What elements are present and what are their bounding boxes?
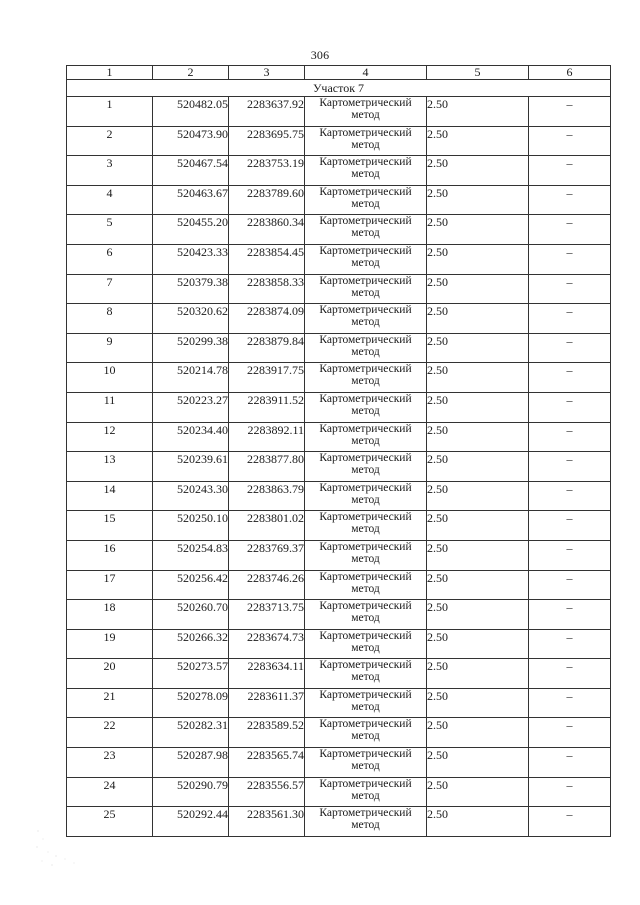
- method-cell: Картометрический метод: [305, 600, 427, 630]
- header-row: [67, 66, 611, 80]
- note-cell: –: [529, 659, 611, 689]
- point-number-cell: 15: [67, 511, 153, 541]
- note-cell: –: [529, 807, 611, 837]
- x-coordinate-cell: 520239.61: [153, 452, 229, 482]
- section-row: [67, 80, 611, 97]
- accuracy-cell: 2.50: [427, 540, 529, 570]
- x-coordinate-cell: 520467.54: [153, 156, 229, 186]
- method-cell: Картометрический метод: [305, 807, 427, 837]
- x-coordinate-cell: 520282.31: [153, 718, 229, 748]
- method-cell: Картометрический метод: [305, 185, 427, 215]
- note-cell: –: [529, 629, 611, 659]
- note-cell: –: [529, 244, 611, 274]
- x-coordinate-cell: 520473.90: [153, 126, 229, 156]
- point-number-cell: 10: [67, 363, 153, 393]
- y-coordinate-cell: 2283789.60: [229, 185, 305, 215]
- table-row: [67, 392, 611, 422]
- accuracy-cell: 2.50: [427, 748, 529, 778]
- point-number-cell: 22: [67, 718, 153, 748]
- method-cell: Картометрический метод: [305, 570, 427, 600]
- table-row: [67, 185, 611, 215]
- accuracy-cell: 2.50: [427, 777, 529, 807]
- accuracy-cell: 2.50: [427, 629, 529, 659]
- col-header-3: 3: [229, 66, 305, 80]
- note-cell: –: [529, 363, 611, 393]
- y-coordinate-cell: 2283874.09: [229, 304, 305, 334]
- table-row: [67, 659, 611, 689]
- y-coordinate-cell: 2283858.33: [229, 274, 305, 304]
- point-number-cell: 4: [67, 185, 153, 215]
- note-cell: –: [529, 97, 611, 127]
- note-cell: –: [529, 452, 611, 482]
- table-row: [67, 570, 611, 600]
- point-number-cell: 24: [67, 777, 153, 807]
- table-row: [67, 777, 611, 807]
- table-row: [67, 97, 611, 127]
- x-coordinate-cell: 520256.42: [153, 570, 229, 600]
- x-coordinate-cell: 520223.27: [153, 392, 229, 422]
- accuracy-cell: 2.50: [427, 156, 529, 186]
- accuracy-cell: 2.50: [427, 600, 529, 630]
- scan-noise: [34, 825, 94, 870]
- accuracy-cell: 2.50: [427, 570, 529, 600]
- accuracy-cell: 2.50: [427, 659, 529, 689]
- x-coordinate-cell: 520455.20: [153, 215, 229, 245]
- point-number-cell: 3: [67, 156, 153, 186]
- table-row: [67, 511, 611, 541]
- method-cell: Картометрический метод: [305, 363, 427, 393]
- note-cell: –: [529, 600, 611, 630]
- table-row: [67, 807, 611, 837]
- note-cell: –: [529, 215, 611, 245]
- note-cell: –: [529, 392, 611, 422]
- x-coordinate-cell: 520423.33: [153, 244, 229, 274]
- y-coordinate-cell: 2283713.75: [229, 600, 305, 630]
- method-cell: Картометрический метод: [305, 481, 427, 511]
- y-coordinate-cell: 2283892.11: [229, 422, 305, 452]
- accuracy-cell: 2.50: [427, 807, 529, 837]
- table-row: [67, 274, 611, 304]
- x-coordinate-cell: 520260.70: [153, 600, 229, 630]
- accuracy-cell: 2.50: [427, 215, 529, 245]
- x-coordinate-cell: 520250.10: [153, 511, 229, 541]
- x-coordinate-cell: 520273.57: [153, 659, 229, 689]
- point-number-cell: 7: [67, 274, 153, 304]
- x-coordinate-cell: 520299.38: [153, 333, 229, 363]
- note-cell: –: [529, 481, 611, 511]
- x-coordinate-cell: 520379.38: [153, 274, 229, 304]
- method-cell: Картометрический метод: [305, 777, 427, 807]
- x-coordinate-cell: 520243.30: [153, 481, 229, 511]
- x-coordinate-cell: 520278.09: [153, 688, 229, 718]
- y-coordinate-cell: 2283746.26: [229, 570, 305, 600]
- note-cell: –: [529, 333, 611, 363]
- note-cell: –: [529, 304, 611, 334]
- note-cell: –: [529, 185, 611, 215]
- accuracy-cell: 2.50: [427, 185, 529, 215]
- x-coordinate-cell: 520234.40: [153, 422, 229, 452]
- x-coordinate-cell: 520463.67: [153, 185, 229, 215]
- accuracy-cell: 2.50: [427, 97, 529, 127]
- accuracy-cell: 2.50: [427, 274, 529, 304]
- note-cell: –: [529, 274, 611, 304]
- point-number-cell: 2: [67, 126, 153, 156]
- col-header-1: 1: [67, 66, 153, 80]
- table-row: [67, 452, 611, 482]
- point-number-cell: 17: [67, 570, 153, 600]
- note-cell: –: [529, 540, 611, 570]
- point-number-cell: 19: [67, 629, 153, 659]
- x-coordinate-cell: 520292.44: [153, 807, 229, 837]
- x-coordinate-cell: 520254.83: [153, 540, 229, 570]
- note-cell: –: [529, 748, 611, 778]
- y-coordinate-cell: 2283753.19: [229, 156, 305, 186]
- accuracy-cell: 2.50: [427, 304, 529, 334]
- y-coordinate-cell: 2283589.52: [229, 718, 305, 748]
- method-cell: Картометрический метод: [305, 452, 427, 482]
- x-coordinate-cell: 520214.78: [153, 363, 229, 393]
- method-cell: Картометрический метод: [305, 333, 427, 363]
- point-number-cell: 16: [67, 540, 153, 570]
- point-number-cell: 11: [67, 392, 153, 422]
- method-cell: Картометрический метод: [305, 304, 427, 334]
- table-row: [67, 333, 611, 363]
- accuracy-cell: 2.50: [427, 452, 529, 482]
- note-cell: –: [529, 777, 611, 807]
- point-number-cell: 25: [67, 807, 153, 837]
- x-coordinate-cell: 520482.05: [153, 97, 229, 127]
- x-coordinate-cell: 520320.62: [153, 304, 229, 334]
- point-number-cell: 21: [67, 688, 153, 718]
- point-number-cell: 12: [67, 422, 153, 452]
- accuracy-cell: 2.50: [427, 333, 529, 363]
- x-coordinate-cell: 520290.79: [153, 777, 229, 807]
- table-row: [67, 304, 611, 334]
- y-coordinate-cell: 2283863.79: [229, 481, 305, 511]
- method-cell: Картометрический метод: [305, 629, 427, 659]
- method-cell: Картометрический метод: [305, 156, 427, 186]
- table-row: [67, 244, 611, 274]
- y-coordinate-cell: 2283634.11: [229, 659, 305, 689]
- table-row: [67, 688, 611, 718]
- y-coordinate-cell: 2283911.52: [229, 392, 305, 422]
- col-header-4: 4: [305, 66, 427, 80]
- y-coordinate-cell: 2283565.74: [229, 748, 305, 778]
- method-cell: Картометрический метод: [305, 126, 427, 156]
- accuracy-cell: 2.50: [427, 126, 529, 156]
- point-number-cell: 20: [67, 659, 153, 689]
- y-coordinate-cell: 2283879.84: [229, 333, 305, 363]
- point-number-cell: 13: [67, 452, 153, 482]
- point-number-cell: 6: [67, 244, 153, 274]
- table-row: [67, 629, 611, 659]
- accuracy-cell: 2.50: [427, 422, 529, 452]
- y-coordinate-cell: 2283854.45: [229, 244, 305, 274]
- note-cell: –: [529, 570, 611, 600]
- method-cell: Картометрический метод: [305, 540, 427, 570]
- method-cell: Картометрический метод: [305, 215, 427, 245]
- table-row: [67, 363, 611, 393]
- accuracy-cell: 2.50: [427, 363, 529, 393]
- point-number-cell: 14: [67, 481, 153, 511]
- y-coordinate-cell: 2283611.37: [229, 688, 305, 718]
- table-row: [67, 600, 611, 630]
- y-coordinate-cell: 2283877.80: [229, 452, 305, 482]
- table-row: [67, 126, 611, 156]
- table-row: [67, 156, 611, 186]
- x-coordinate-cell: 520266.32: [153, 629, 229, 659]
- method-cell: Картометрический метод: [305, 392, 427, 422]
- table-row: [67, 481, 611, 511]
- y-coordinate-cell: 2283695.75: [229, 126, 305, 156]
- point-number-cell: 5: [67, 215, 153, 245]
- note-cell: –: [529, 688, 611, 718]
- method-cell: Картометрический метод: [305, 244, 427, 274]
- method-cell: Картометрический метод: [305, 274, 427, 304]
- table-row: [67, 748, 611, 778]
- point-number-cell: 9: [67, 333, 153, 363]
- point-number-cell: 8: [67, 304, 153, 334]
- method-cell: Картометрический метод: [305, 718, 427, 748]
- accuracy-cell: 2.50: [427, 718, 529, 748]
- accuracy-cell: 2.50: [427, 511, 529, 541]
- point-number-cell: 23: [67, 748, 153, 778]
- note-cell: –: [529, 422, 611, 452]
- method-cell: Картометрический метод: [305, 97, 427, 127]
- method-cell: Картометрический метод: [305, 511, 427, 541]
- method-cell: Картометрический метод: [305, 422, 427, 452]
- note-cell: –: [529, 511, 611, 541]
- accuracy-cell: 2.50: [427, 244, 529, 274]
- table-row: [67, 540, 611, 570]
- col-header-5: 5: [427, 66, 529, 80]
- y-coordinate-cell: 2283561.30: [229, 807, 305, 837]
- point-number-cell: 18: [67, 600, 153, 630]
- col-header-2: 2: [153, 66, 229, 80]
- y-coordinate-cell: 2283917.75: [229, 363, 305, 393]
- note-cell: –: [529, 718, 611, 748]
- point-number-cell: 1: [67, 97, 153, 127]
- x-coordinate-cell: 520287.98: [153, 748, 229, 778]
- y-coordinate-cell: 2283674.73: [229, 629, 305, 659]
- method-cell: Картометрический метод: [305, 688, 427, 718]
- col-header-6: 6: [529, 66, 611, 80]
- y-coordinate-cell: 2283556.57: [229, 777, 305, 807]
- y-coordinate-cell: 2283637.92: [229, 97, 305, 127]
- accuracy-cell: 2.50: [427, 688, 529, 718]
- method-cell: Картометрический метод: [305, 748, 427, 778]
- y-coordinate-cell: 2283769.37: [229, 540, 305, 570]
- page-number: 306: [310, 48, 330, 62]
- accuracy-cell: 2.50: [427, 481, 529, 511]
- y-coordinate-cell: 2283860.34: [229, 215, 305, 245]
- y-coordinate-cell: 2283801.02: [229, 511, 305, 541]
- section-title: Участок 7: [67, 80, 611, 97]
- method-cell: Картометрический метод: [305, 659, 427, 689]
- table-row: [67, 718, 611, 748]
- table-row: [67, 215, 611, 245]
- note-cell: –: [529, 126, 611, 156]
- coordinates-table: [66, 65, 611, 837]
- accuracy-cell: 2.50: [427, 392, 529, 422]
- table-row: [67, 422, 611, 452]
- note-cell: –: [529, 156, 611, 186]
